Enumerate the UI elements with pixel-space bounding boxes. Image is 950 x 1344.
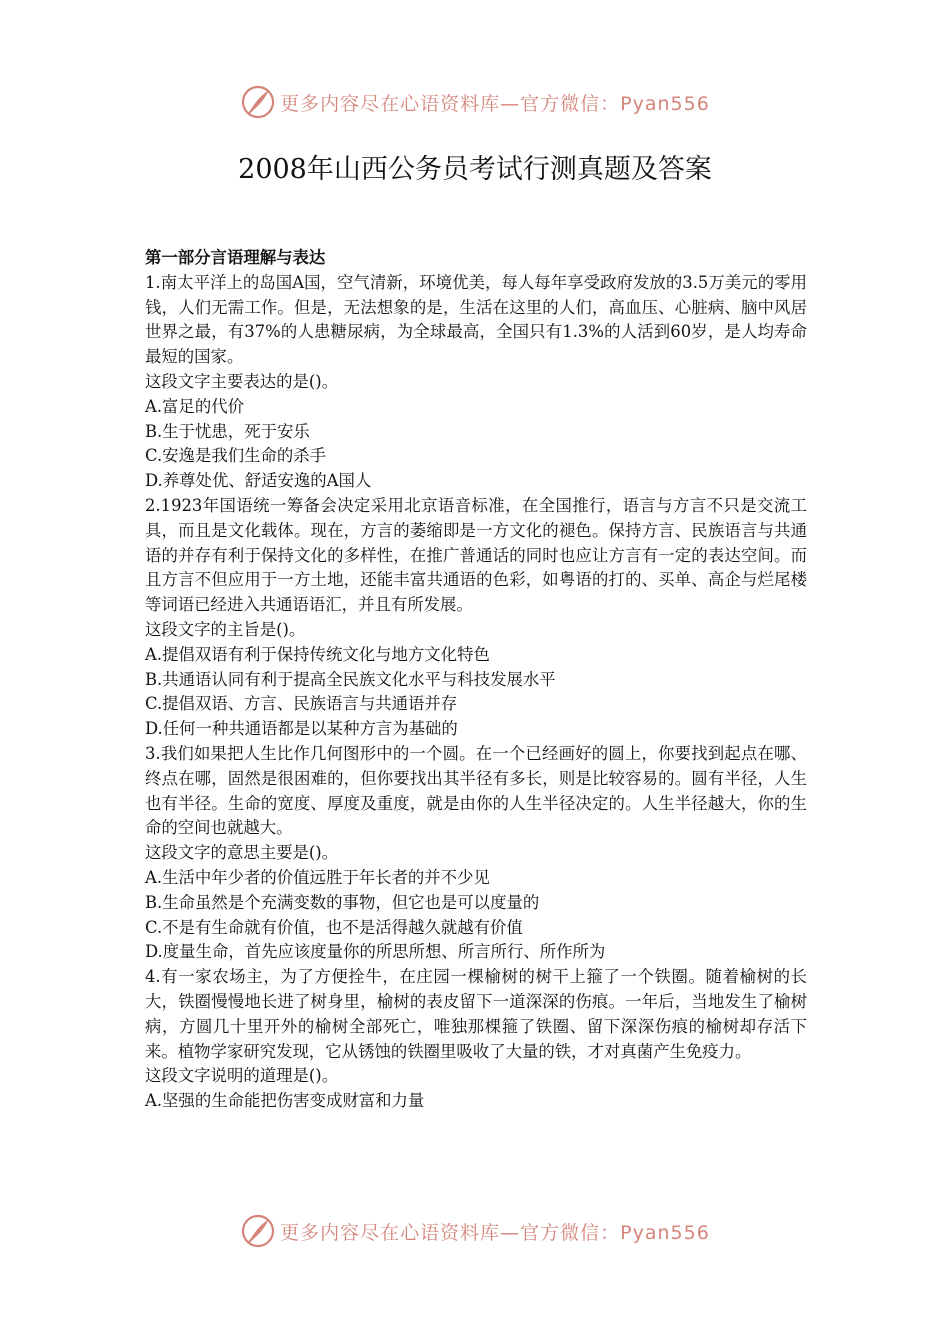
header-watermark-banner <box>0 82 950 122</box>
paragraph: B.共通语认同有利于提高全民族文化水平与科技发展水平 <box>145 669 556 689</box>
quill-logo-icon <box>240 1213 276 1249</box>
paragraph: B.生命虽然是个充满变数的事物，但它也是可以度量的 <box>145 892 540 912</box>
paragraph: 4.有一家农场主，为了方便拴牛，在庄园一棵榆树的树干上箍了一个铁圈。随着榆树的长大，铁圈慢慢地长进了树身里，榆树的表皮留下一道深深的伤痕。一年后，当地发生了榆树病，方圆几十里开外的榆树全部死亡，唯独那棵箍了铁圈、留下深深伤痕的榆树却存活下来。植物学家研究发现，它从锈蚀的铁圈里吸收了大量的铁，才对真菌产生免疫力。 <box>145 967 807 1061</box>
paragraph: C.安逸是我们生命的杀手 <box>145 446 327 466</box>
header-watermark-text: 更多内容尽在心语资料库—官方微信：Pyan556 <box>280 92 710 115</box>
paragraph: D.养尊处优、舒适安逸的A国人 <box>145 471 372 491</box>
paragraph: 1.南太平洋上的岛国A国，空气清新，环境优美，每人每年享受政府发放的3.5万美元的零用钱，人们无需工作。但是，无法想象的是，生活在这里的人们，高血压、心脏病、脑中风居世界之最，有37%的人患糖尿病，为全球最高，全国只有1.3%的人活到60岁，是人均寿命最短的国家。 <box>145 272 807 367</box>
paragraph: 这段文字主要表达的是()。 <box>145 371 339 391</box>
paragraph: 这段文字的意思主要是()。 <box>145 843 339 863</box>
paragraph: D.度量生命，首先应该度量你的所思所想、所言所行、所作所为 <box>145 942 606 962</box>
document-body <box>145 246 807 1114</box>
quill-logo-icon <box>240 84 276 120</box>
paragraph: 这段文字说明的道理是()。 <box>145 1066 339 1086</box>
paragraph: A.生活中年少者的价值远胜于年长者的并不少见 <box>145 867 490 887</box>
paragraph: A.坚强的生命能把伤害变成财富和力量 <box>145 1091 425 1111</box>
paragraph: 2.1923年国语统一筹备会决定采用北京语音标准，在全国推行，语言与方言不只是交流工具，而且是文化载体。现在，方言的萎缩即是一方文化的褪色。保持方言、民族语言与共通语的并存有利于保持文化的多样性，在推广普通话的同时也应让方言有一定的表达空间。而且方言不但应用于一方土地，还能丰富共通语的色彩，如粤语的打的、买单、高企与烂尾楼等词语已经进入共通语语汇，并且有所发展。 <box>145 495 807 615</box>
paragraph: C.提倡双语、方言、民族语言与共通语并存 <box>145 694 458 714</box>
footer-watermark-banner <box>0 1211 950 1251</box>
paragraph: A.富足的代价 <box>145 396 244 416</box>
paragraph: D.任何一种共通语都是以某种方言为基础的 <box>145 719 458 739</box>
document-title: 2008年山西公务员考试行测真题及答案 <box>238 154 712 185</box>
paragraph: C.不是有生命就有价值，也不是活得越久就越有价值 <box>145 917 523 937</box>
paragraph: 3.我们如果把人生比作几何图形中的一个圆。在一个已经画好的圆上，你要找到起点在哪、终点在哪，固然是很困难的，但你要找出其半径有多长，则是比较容易的。圆有半径，人生也有半径。生命的宽度、厚度及重度，就是由你的人生半径决定的。人生半径越大，你的生命的空间也就越大。 <box>145 743 807 838</box>
paragraph: B.生于忧患，死于安乐 <box>145 421 310 441</box>
paragraph: 这段文字的主旨是()。 <box>145 619 306 639</box>
section-heading: 第一部分言语理解与表达 <box>145 248 326 267</box>
footer-watermark-text: 更多内容尽在心语资料库—官方微信：Pyan556 <box>280 1221 710 1244</box>
paragraph: A.提倡双语有利于保持传统文化与地方文化特色 <box>145 644 490 664</box>
